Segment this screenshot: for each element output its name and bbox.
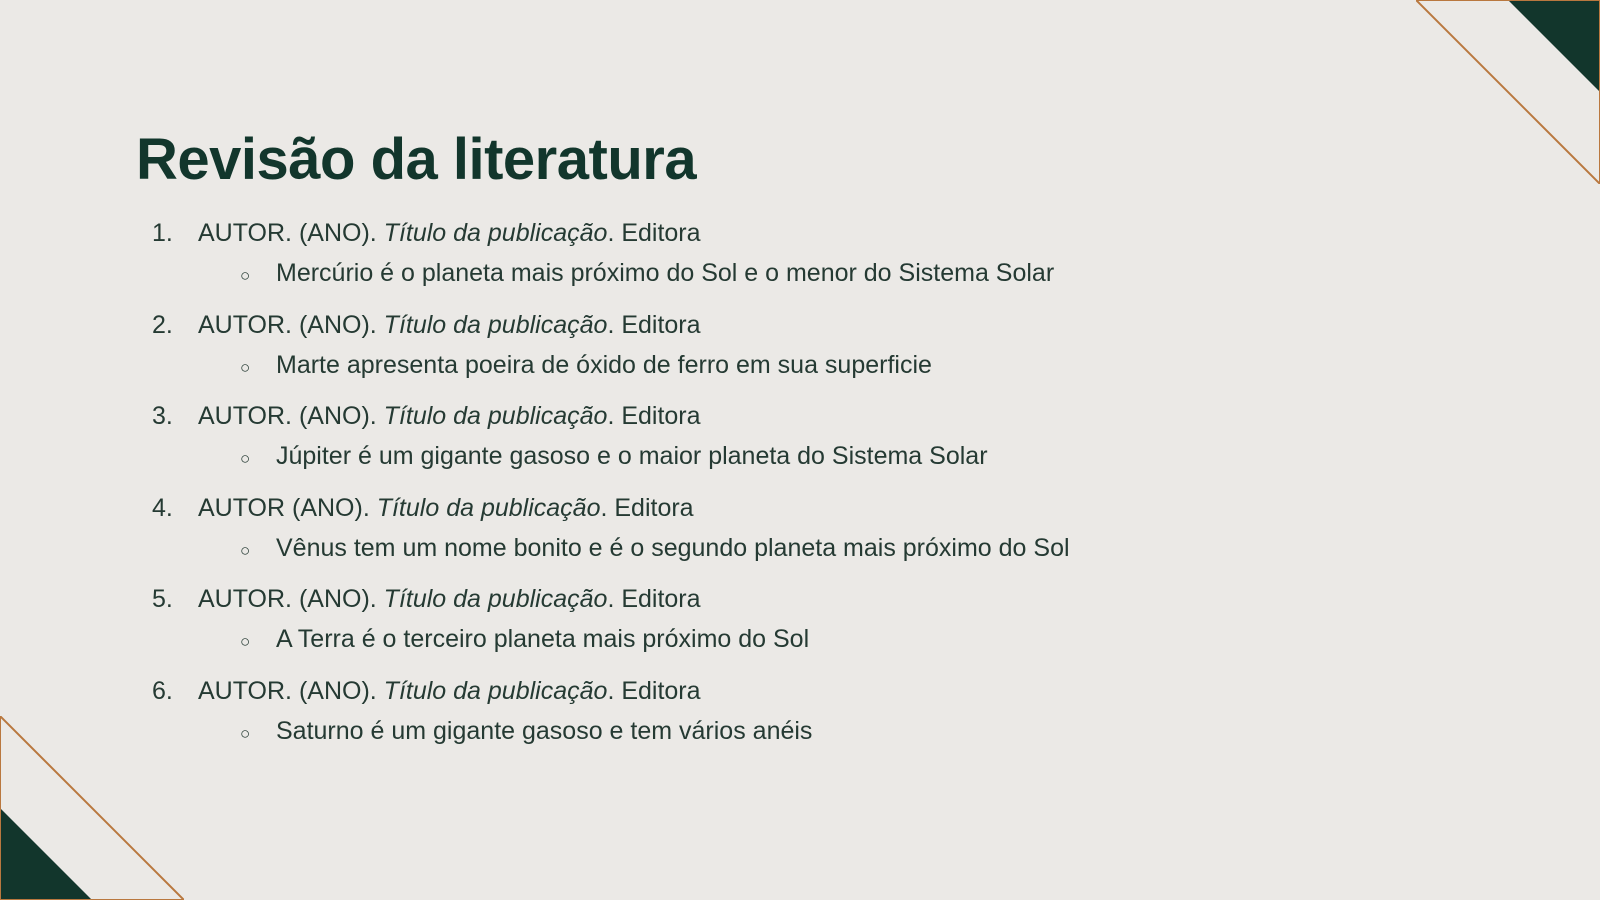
slide-title: Revisão da literatura [136,126,697,192]
reference-author: AUTOR. (ANO). [198,402,384,431]
reference-title: Título da publicação [383,402,608,431]
reference-entry [136,673,1516,709]
reference-author: AUTOR. (ANO). [198,219,384,247]
list-item [136,581,1516,659]
reference-note-row [136,255,1516,292]
reference-note-row [136,438,1516,475]
reference-publisher: . Editora [600,493,694,522]
circle-bullet-icon: ○ [240,449,251,469]
reference-note-row [136,713,1516,750]
reference-citation [198,673,1516,709]
reference-note: A Terra é o terceiro planeta mais próximo do Sol [276,625,810,654]
reference-number: 5. [152,585,173,614]
reference-publisher: . Editora [607,219,701,247]
reference-title: Título da publicação [383,585,608,614]
reference-author: AUTOR (ANO). [198,493,377,522]
reference-title: Título da publicação [383,676,608,705]
circle-bullet-icon: ○ [240,266,251,286]
circle-bullet-icon: ○ [240,357,251,377]
reference-number: 4. [152,493,173,522]
reference-citation [198,307,1516,343]
list-item [136,398,1516,476]
reference-publisher: . Editora [607,310,701,339]
reference-note: Saturno é um gigante gasoso e tem vários anéis [276,716,813,745]
list-item [136,307,1516,385]
reference-citation [198,398,1516,434]
reference-note: Marte apresenta poeira de óxido de ferro em sua superficie [276,350,932,379]
reference-number: 6. [152,676,173,705]
reference-author: AUTOR. (ANO). [198,585,384,614]
list-item [136,673,1516,751]
reference-publisher: . Editora [607,402,701,431]
circle-bullet-icon: ○ [240,540,251,560]
reference-entry [136,490,1516,526]
circle-bullet-icon: ○ [240,723,251,743]
reference-publisher: . Editora [607,585,701,614]
reference-citation [198,490,1516,526]
reference-note-row [136,347,1516,384]
reference-author: AUTOR. (ANO). [198,310,384,339]
reference-note-row [136,530,1516,567]
reference-entry [136,581,1516,617]
reference-note: Vênus tem um nome bonito e é o segundo planeta mais próximo do Sol [276,533,1070,562]
reference-publisher: . Editora [607,676,701,705]
reference-number: 2. [152,310,173,339]
reference-note-row [136,621,1516,658]
list-item [136,215,1516,293]
reference-title: Título da publicação [376,493,601,522]
reference-title: Título da publicação [383,310,608,339]
reference-title: Título da publicação [383,219,608,247]
reference-citation [198,215,1516,251]
reference-entry [136,215,1516,251]
reference-list [136,215,1516,764]
reference-number: 3. [152,402,173,431]
corner-triangle-bottom-left-icon [0,808,92,900]
reference-number: 1. [152,219,173,247]
reference-citation [198,581,1516,617]
corner-triangle-top-right-icon [1508,0,1600,92]
reference-entry [136,307,1516,343]
reference-note: Júpiter é um gigante gasoso e o maior planeta do Sistema Solar [276,442,988,471]
reference-entry [136,398,1516,434]
list-item [136,490,1516,568]
circle-bullet-icon: ○ [240,632,251,652]
reference-author: AUTOR. (ANO). [198,676,384,705]
reference-note: Mercúrio é o planeta mais próximo do Sol e o menor do Sistema Solar [276,259,1055,288]
